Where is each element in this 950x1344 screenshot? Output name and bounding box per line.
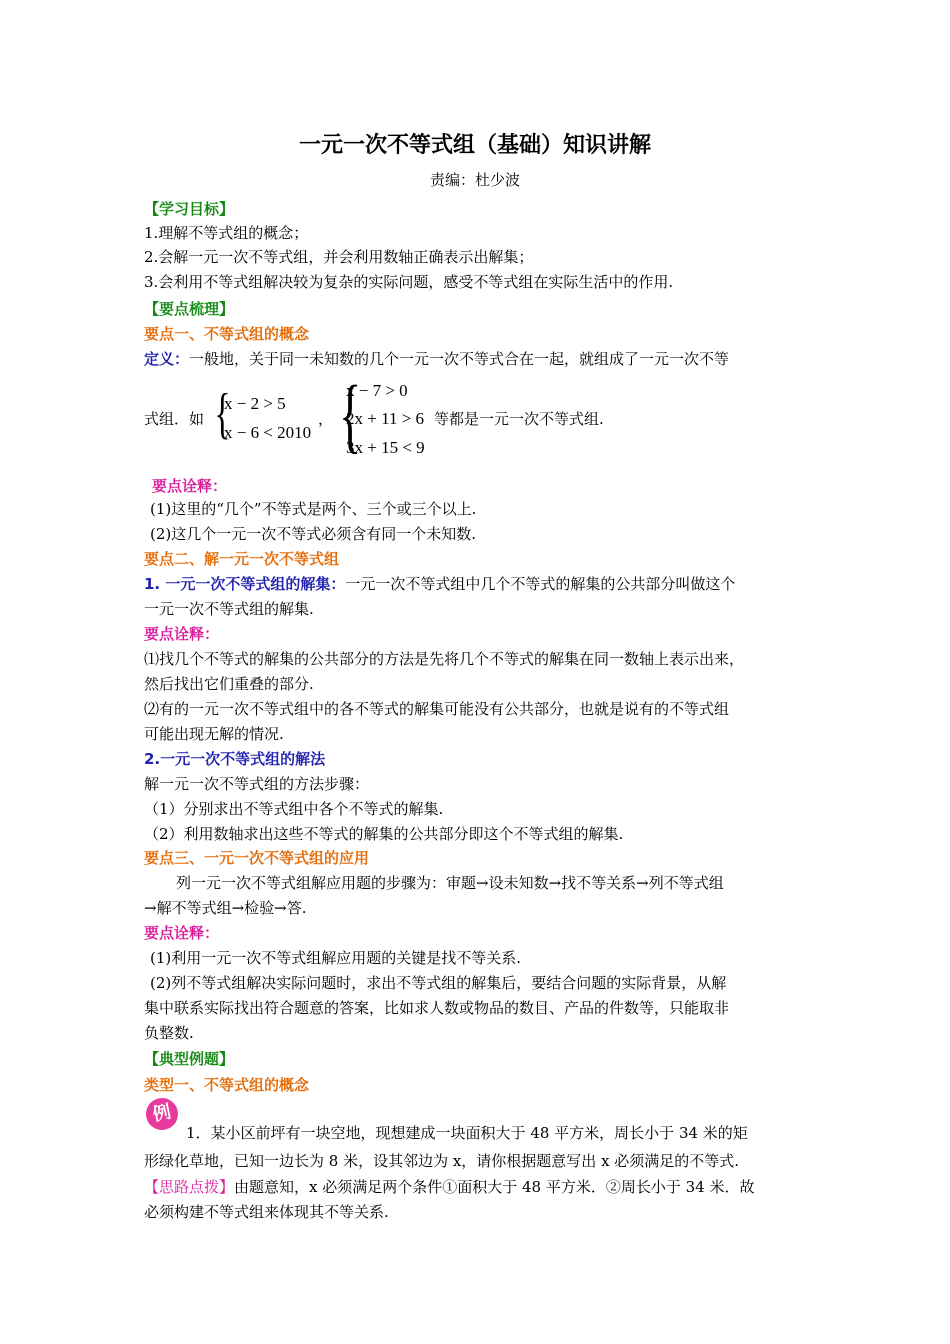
sub2-heading: 2.一元一次不等式组的解法 bbox=[144, 750, 326, 768]
goals-heading: 【学习目标】 bbox=[144, 200, 235, 218]
note-item: 集中联系实际找出符合题意的答案，比如求人数或物品的数目、产品的件数等，只能取非 bbox=[144, 999, 730, 1017]
note-item: ⑴找几个不等式的解集的公共部分的方法是先将几个不等式的解集在同一数轴上表示出来， bbox=[144, 650, 745, 668]
point3-line: 列一元一次不等式组解应用题的步骤为：审题→设未知数→找不等关系→列不等式组 bbox=[176, 874, 724, 892]
note-heading: 要点诠释： bbox=[144, 924, 220, 942]
goal-item: 2.会解一元一次不等式组，并会利用数轴正确表示出解集； bbox=[144, 248, 534, 266]
point3-line: →解不等式组→检验→答. bbox=[144, 899, 307, 917]
point3-heading: 要点三、一元一次不等式组的应用 bbox=[144, 849, 370, 867]
author-line: 责编：杜少波 bbox=[429, 171, 520, 189]
note-item: ⑵有的一元一次不等式组中的各不等式的解集可能没有公共部分，也就是说有的不等式组 bbox=[144, 700, 730, 718]
sub2-line: 解一元一次不等式组的方法步骤： bbox=[144, 775, 370, 793]
document-title: 一元一次不等式组（基础）知识讲解 bbox=[298, 133, 651, 158]
example-line: 形绿化草地，已知一边长为 8 米，设其邻边为 x，请你根据题意写出 x 必须满足的不等式. bbox=[144, 1152, 740, 1170]
left-brace: { bbox=[339, 369, 362, 462]
system1-line: x − 2 > 5 bbox=[224, 394, 286, 413]
definition-text: 一般地，关于同一未知数的几个一元一次不等式合在一起，就组成了一元一次不等 bbox=[189, 350, 730, 368]
examples-heading: 【典型例题】 bbox=[144, 1050, 235, 1068]
left-brace: { bbox=[214, 383, 231, 445]
note-heading: 要点诠释： bbox=[144, 625, 220, 643]
type1-heading: 类型一、不等式组的概念 bbox=[144, 1076, 310, 1094]
sub2-line: （1）分别求出不等式组中各个不等式的解集. bbox=[144, 800, 444, 818]
note-item: (1)利用一元一次不等式组解应用题的关键是找不等关系. bbox=[150, 949, 522, 967]
note-item: 可能出现无解的情况. bbox=[144, 725, 284, 743]
note-item: (2)列不等式组解决实际问题时，求出不等式组的解集后，要结合问题的实际背景，从解 bbox=[150, 974, 727, 992]
definition-line-2-prefix: 式组．如 bbox=[144, 410, 205, 428]
system1-line: x − 6 < 2010 bbox=[224, 423, 312, 442]
hint-line bbox=[144, 1176, 755, 1198]
sub2-line: （2）利用数轴求出这些不等式的解集的公共部分即这个不等式组的解集. bbox=[144, 825, 624, 843]
hint-label: 【思路点拨】 bbox=[144, 1178, 235, 1196]
comma: ， bbox=[318, 410, 334, 428]
system2-line: 3x + 15 < 9 bbox=[346, 438, 425, 457]
points-heading: 【要点梳理】 bbox=[144, 300, 235, 318]
point1-heading: 要点一、不等式组的概念 bbox=[144, 325, 310, 343]
hint-text: 由题意知，x 必须满足两个条件①面积大于 48 平方米．②周长小于 34 米．故 bbox=[234, 1178, 755, 1196]
hint-line-2: 必须构建不等式组来体现其不等关系. bbox=[144, 1203, 389, 1221]
note-heading: 要点诠释： bbox=[152, 477, 228, 495]
definition-line bbox=[144, 348, 729, 370]
example-line: 1．某小区前坪有一块空地，现想建成一块面积大于 48 平方米，周长小于 34 米的矩 bbox=[186, 1124, 748, 1142]
sub1-label: 1. 一元一次不等式组的解集： bbox=[144, 575, 346, 593]
goal-item: 1.理解不等式组的概念； bbox=[144, 224, 309, 242]
note-item: 然后找出它们重叠的部分. bbox=[144, 675, 314, 693]
goal-item: 3.会利用不等式组解决较为复杂的实际问题，感受不等式组在实际生活中的作用. bbox=[144, 273, 674, 291]
definition-line-2-suffix: 等都是一元一次不等式组. bbox=[434, 410, 604, 428]
system2-line: 2x + 11 > 6 bbox=[346, 409, 425, 428]
point2-heading: 要点二、解一元一次不等式组 bbox=[144, 550, 340, 568]
example-badge-icon: 例 bbox=[143, 1095, 181, 1133]
note-item: (2)这几个一元一次不等式必须含有同一个未知数. bbox=[150, 525, 477, 543]
note-item: 负整数. bbox=[144, 1024, 194, 1042]
sub1-text-2: 一元一次不等式组的解集. bbox=[144, 600, 314, 618]
sub1-line bbox=[144, 573, 735, 595]
sub1-text: 一元一次不等式组中几个不等式的解集的公共部分叫做这个 bbox=[345, 575, 736, 593]
definition-label: 定义： bbox=[144, 350, 190, 368]
system2-line: x − 7 > 0 bbox=[346, 381, 408, 400]
note-item: (1)这里的“几个”不等式是两个、三个或三个以上. bbox=[150, 500, 477, 518]
